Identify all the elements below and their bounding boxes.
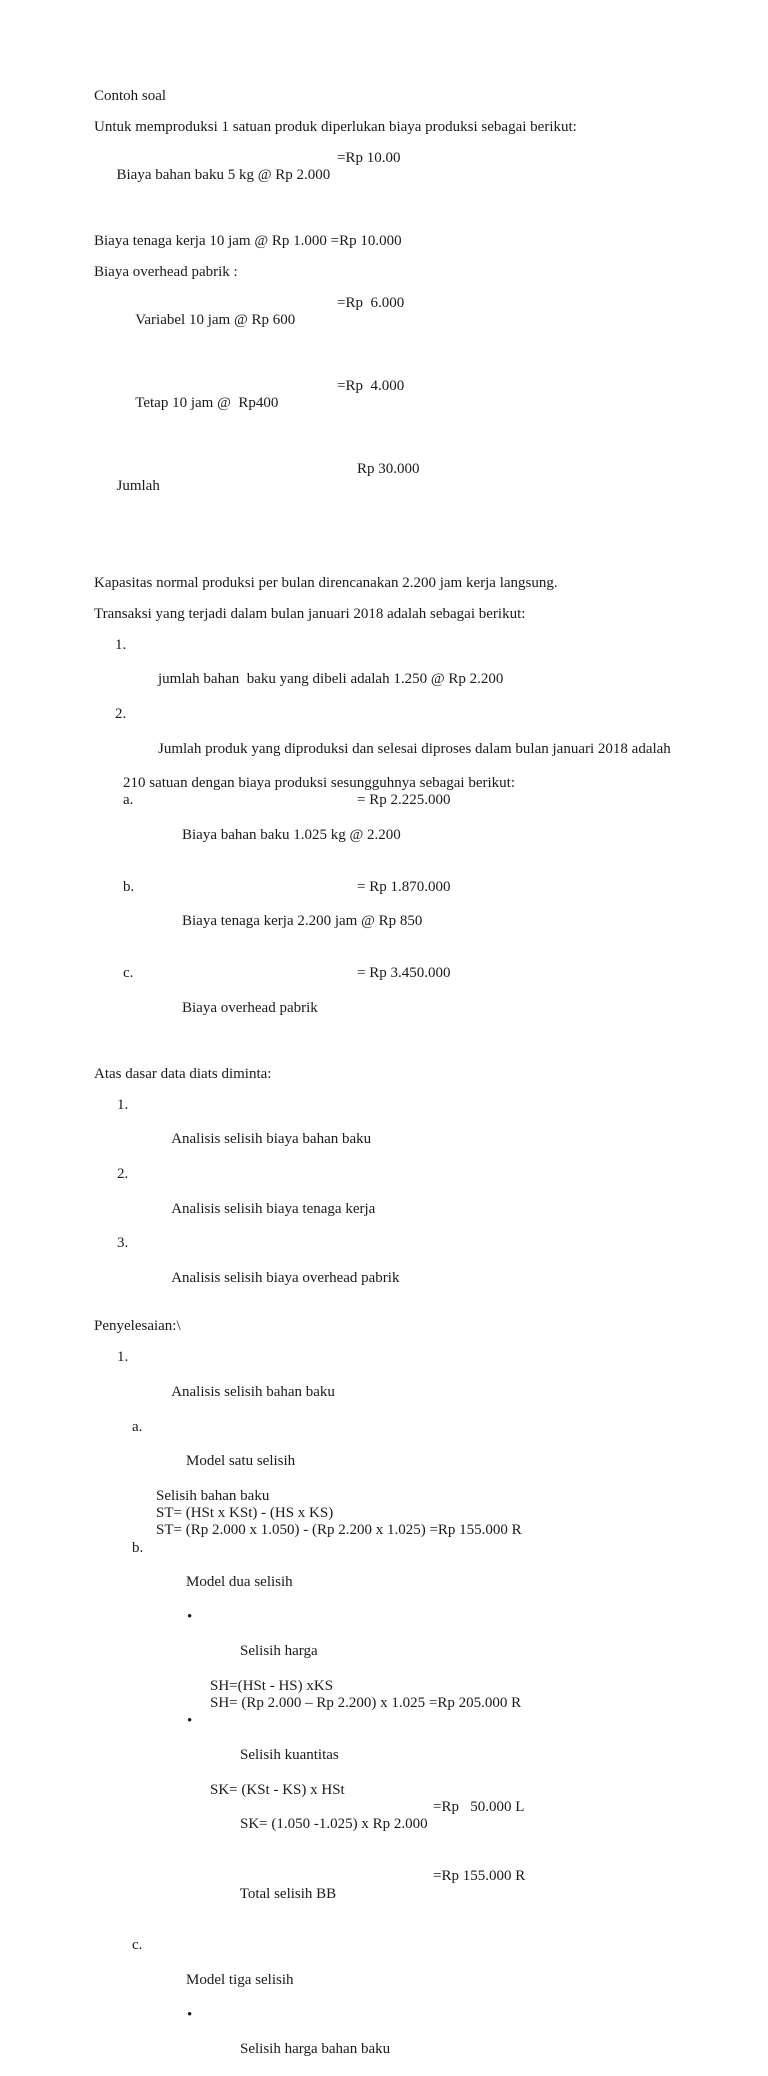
cost-row-tenaga-kerja: Biaya tenaga kerja 10 jam @ Rp 1.000 =Rp 10.000 — [94, 232, 402, 249]
sh-formula: SH=(HSt - HS) xKS — [210, 1678, 334, 1695]
doc-title: Contoh soal — [94, 88, 167, 104]
bullet-selisih-harga-bb — [94, 2007, 744, 2076]
intro-text: Untuk memproduksi 1 satuan produk diperlukan biaya produksi sebagai berikut: — [94, 118, 577, 135]
sh-calc: SH= (Rp 2.000 – Rp 2.200) x 1.025 =Rp 205.000 R — [210, 1695, 522, 1712]
st-calc: ST= (Rp 2.000 x 1.050) - (Rp 2.200 x 1.025) =Rp 155.000 R — [156, 1522, 522, 1539]
item-value: = Rp 1.870.000 — [357, 878, 451, 895]
cost-value: =Rp 6.000 — [337, 294, 405, 311]
sk-calc — [94, 1799, 744, 1868]
diminta-item-1 — [94, 1097, 744, 1166]
transaksi-heading: Transaksi yang terjadi dalam bulan januari 2018 adalah sebagai berikut: — [94, 605, 526, 622]
list-marker: b. — [132, 1539, 144, 1556]
cost-label: Tetap 10 jam @ Rp400 — [135, 394, 279, 411]
item-text: Model dua selisih — [186, 1574, 293, 1591]
transaksi-item-2-line1 — [94, 706, 744, 775]
item-label: Biaya tenaga kerja 2.200 jam @ Rp 850 — [182, 913, 423, 930]
selisih-bb-label: Selisih bahan baku — [156, 1487, 270, 1504]
item-text: jumlah bahan baku yang dibeli adalah 1.250 @ Rp 2.200 — [158, 671, 504, 688]
item-value: = Rp 2.225.000 — [357, 792, 451, 809]
list-marker: b. — [123, 878, 135, 895]
list-marker: c. — [132, 1937, 143, 1954]
cost-value: =Rp 4.000 — [337, 377, 405, 394]
solution-model-dua — [94, 1540, 744, 1609]
item-text: Analisis selisih biaya bahan baku — [171, 1131, 372, 1148]
bullet-icon: • — [187, 1608, 193, 1625]
item-value: =Rp 50.000 L — [433, 1799, 525, 1816]
item-label: Biaya overhead pabrik — [182, 999, 318, 1016]
item-text: Model tiga selisih — [186, 1972, 294, 1989]
list-marker: a. — [123, 792, 134, 809]
item-text: Selisih harga bahan baku — [240, 2041, 391, 2058]
cost-value: Rp 30.000 — [357, 460, 420, 477]
cost-value: =Rp 10.00 — [337, 149, 401, 166]
total-selisih-bb — [94, 1868, 744, 1937]
solution-model-satu — [94, 1419, 744, 1488]
item-label: Biaya bahan baku 1.025 kg @ 2.200 — [182, 826, 401, 843]
list-marker: 1. — [115, 636, 127, 653]
solution-list — [94, 1349, 744, 2075]
item-text: Analisis selisih biaya tenaga kerja — [171, 1200, 376, 1217]
transaksi-sub-c — [94, 965, 744, 1051]
list-marker: 1. — [117, 1349, 129, 1366]
cost-row-variabel — [94, 295, 744, 364]
bullet-icon: • — [187, 2006, 193, 2023]
diminta-heading: Atas dasar data diats diminta: — [94, 1065, 272, 1082]
list-marker: 2. — [115, 705, 127, 722]
bullet-selisih-harga — [94, 1609, 744, 1678]
list-marker: a. — [132, 1418, 143, 1435]
transaksi-item-1 — [94, 637, 744, 706]
penyelesaian-heading: Penyelesaian:\ — [94, 1318, 181, 1335]
solution-model-tiga — [94, 1937, 744, 2006]
item-text: Jumlah produk yang diproduksi dan selesai diproses dalam bulan januari 2018 adalah — [158, 740, 671, 757]
diminta-item-2 — [94, 1166, 744, 1235]
transaksi-sub-b — [94, 879, 744, 965]
st-formula: ST= (HSt x KSt) - (HS x KS) — [156, 1505, 334, 1522]
cost-label: Biaya bahan baku 5 kg @ Rp 2.000 — [116, 167, 331, 184]
transaksi-item-2-line2: 210 satuan dengan biaya produksi sesungguhnya sebagai berikut: — [123, 775, 515, 792]
transaksi-sub-a — [94, 792, 744, 878]
item-value: = Rp 3.450.000 — [357, 965, 451, 982]
bullet-selisih-kuantitas — [94, 1713, 744, 1782]
list-marker: 1. — [117, 1096, 129, 1113]
bullet-icon: • — [187, 1712, 193, 1729]
cost-label: Jumlah — [116, 477, 160, 494]
diminta-list — [94, 1097, 744, 1305]
cost-row-tetap — [94, 378, 744, 447]
transaksi-list — [94, 637, 744, 1052]
document-content — [94, 88, 744, 2076]
item-label: SK= (1.050 -1.025) x Rp 2.000 — [240, 1816, 428, 1833]
item-label: Total selisih BB — [239, 1885, 337, 1902]
solution-item-1 — [94, 1349, 744, 1418]
item-text: Selisih harga — [240, 1643, 318, 1660]
list-marker: 3. — [117, 1235, 129, 1252]
cost-label: Variabel 10 jam @ Rp 600 — [135, 312, 296, 329]
item-text: Selisih kuantitas — [240, 1747, 339, 1764]
cost-row-jumlah — [94, 461, 744, 530]
item-value: =Rp 155.000 R — [433, 1868, 526, 1885]
overhead-heading: Biaya overhead pabrik : — [94, 263, 238, 280]
list-marker: 2. — [117, 1166, 129, 1183]
sk-formula: SK= (KSt - KS) x HSt — [210, 1781, 345, 1798]
item-text: Analisis selisih bahan baku — [171, 1383, 335, 1400]
kapasitas-text: Kapasitas normal produksi per bulan direncanakan 2.200 jam kerja langsung. — [94, 574, 558, 591]
list-marker: c. — [123, 965, 134, 982]
item-text: Analisis selisih biaya overhead pabrik — [171, 1269, 400, 1286]
cost-row-bahan-baku — [94, 150, 744, 219]
item-text: Model satu selisih — [186, 1453, 296, 1470]
diminta-item-3 — [94, 1235, 744, 1304]
